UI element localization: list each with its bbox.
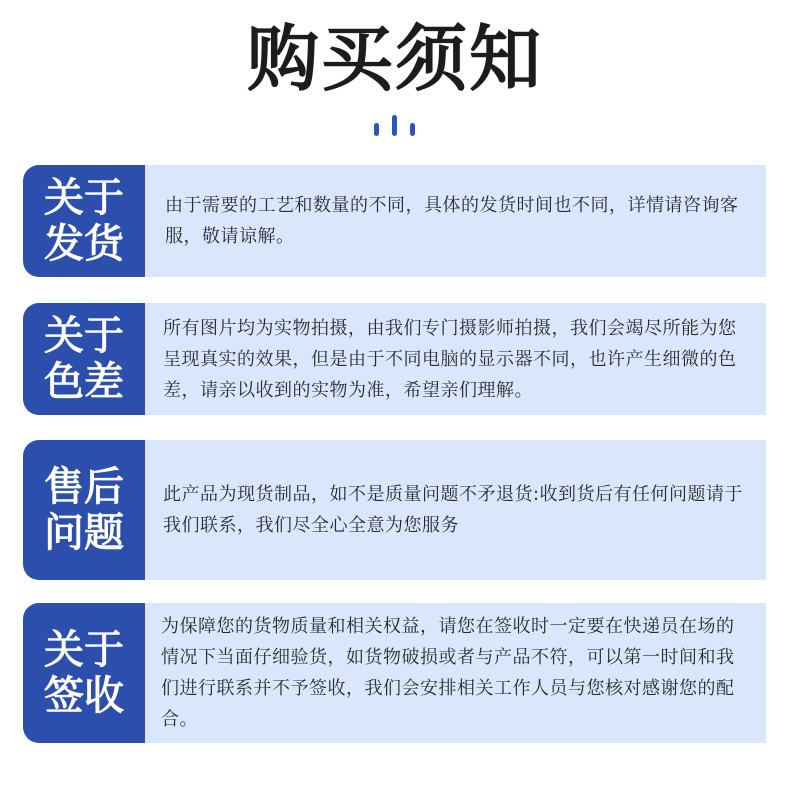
card-tag-label: 关于发货 [44,175,124,267]
card-tag-label: 售后问题 [44,464,124,556]
card-text: 由于需要的工艺和数量的不同，具体的发货时间也不同，详情请咨询客服，敬请谅解。 [165,195,739,247]
card-body [145,440,766,580]
decoration-bar [410,123,415,136]
notice-card-signing [23,603,766,743]
card-tag [23,165,145,277]
notice-card-shipping [23,165,766,277]
card-tag-label: 关于签收 [44,627,124,719]
card-body [145,603,766,743]
page-title: 购买须知 [246,17,543,101]
card-tag [23,603,145,743]
card-tag [23,440,145,580]
decoration-bar [374,123,379,136]
card-text: 为保障您的货物质量和相关权益，请您在签收时一定要在快递员在场的情况下当面仔细验货，如货物破损或者与产品不符，可以第一时间和我们进行联系并不予签收，我们会安排相关工作人员与您核对感谢您的配合。 [161,616,735,730]
card-body [145,165,766,277]
card-body [145,303,766,415]
notice-card-color [23,303,766,415]
card-text: 所有图片均为实物拍摄，由我们专门摄影师拍摄，我们会竭尽所能为您呈现真实的效果，但是由于不同电脑的显示器不同，也许产生细微的色差，请亲以收到的实物为准，希望亲们理解。 [163,317,737,401]
decoration-bar [392,115,397,136]
notice-card-after-sales [23,440,766,580]
card-tag [23,303,145,415]
card-text: 此产品为现货制品，如不是质量问题不矛退货:收到货后有任何问题请于我们联系，我们尽全心全意为您服务 [163,484,744,536]
title-decoration [372,110,420,136]
card-tag-label: 关于色差 [44,313,124,405]
